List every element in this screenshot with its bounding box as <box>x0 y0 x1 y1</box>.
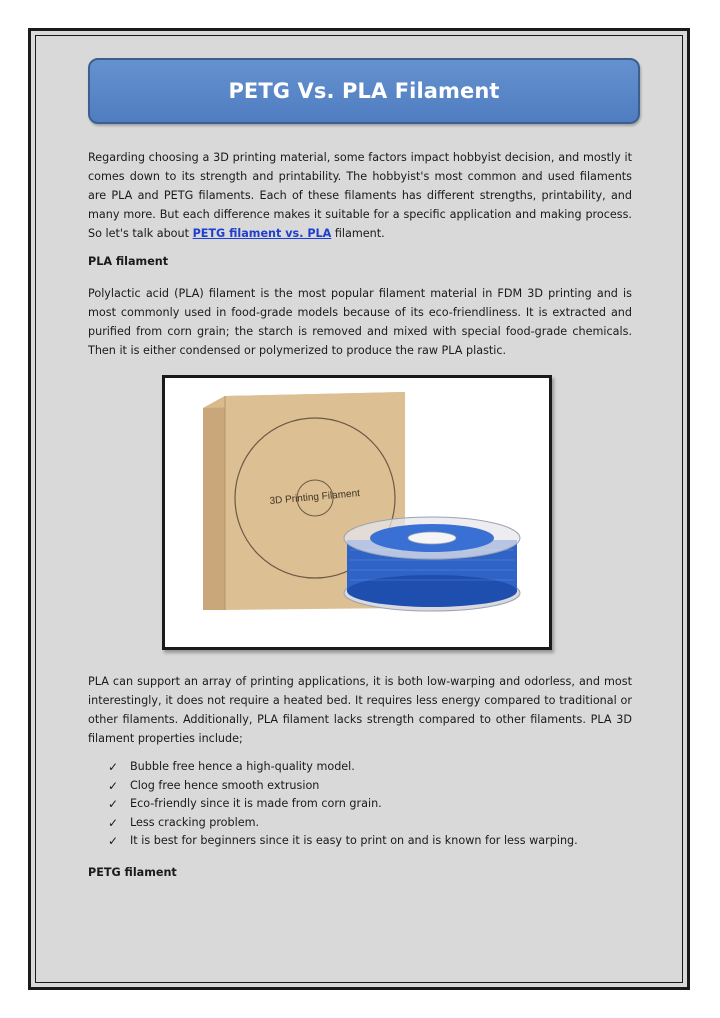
list-item-text: Clog free hence smooth extrusion <box>130 778 320 792</box>
title-banner <box>88 58 640 124</box>
intro-text-before-link: Regarding choosing a 3D printing material, some factors impact hobbyist decision, and mostly it comes down to its strength and printability. The hobbyist's most common and used filaments are PLA and PETG filaments. Each of these filaments has different strengths, printability, and many more. But each difference makes it suitable for a specific application and making process. So let's talk about <box>88 151 632 240</box>
list-item-text: It is best for beginners since it is easy to print on and is known for less warping. <box>130 834 578 848</box>
spool-hub <box>408 532 456 544</box>
list-item <box>108 758 578 777</box>
intro-text-after-link: filament. <box>331 227 385 240</box>
page-title: PETG Vs. PLA Filament <box>228 79 500 103</box>
check-mark-icon: ✓ <box>108 834 119 849</box>
filament-product-image <box>162 375 552 650</box>
petg-heading: PETG filament <box>88 866 177 879</box>
check-mark-icon: ✓ <box>108 815 119 830</box>
box-side <box>203 396 225 610</box>
check-mark-icon: ✓ <box>108 797 119 812</box>
list-item-text: Eco-friendly since it is made from corn grain. <box>130 797 382 811</box>
properties-list <box>108 758 578 851</box>
pla-heading: PLA filament <box>88 255 169 268</box>
box-label: 3D Printing Filament <box>269 488 361 507</box>
pla-paragraph: Polylactic acid (PLA) filament is the most popular filament material in FDM 3D printing and is most commonly used in food-grade models because of its eco-friendliness. It is extracted and purified from corn grain; the starch is removed and mixed with special food-grade chemicals. Then it is either condensed or polymerized to produce the raw PLA plastic. <box>88 287 632 357</box>
list-item-text: Less cracking problem. <box>130 815 260 829</box>
list-item-text: Bubble free hence a high-quality model. <box>130 760 355 773</box>
petg-vs-pla-link[interactable]: PETG filament vs. PLA <box>192 227 332 240</box>
list-item <box>108 832 578 851</box>
check-mark-icon: ✓ <box>108 760 119 774</box>
intro-paragraph <box>88 148 632 243</box>
check-mark-icon: ✓ <box>108 778 119 793</box>
list-item <box>108 814 578 833</box>
list-item <box>108 777 578 796</box>
properties-paragraph: PLA can support an array of printing applications, it is both low-warping and odorless, and most interestingly, it does not require a heated bed. It requires less energy compared to traditional or other filaments. Additionally, PLA filament lacks strength compared to other filaments. PLA 3D filament properties include; <box>88 675 632 745</box>
filament-illustration <box>165 378 549 647</box>
list-item <box>108 795 578 814</box>
